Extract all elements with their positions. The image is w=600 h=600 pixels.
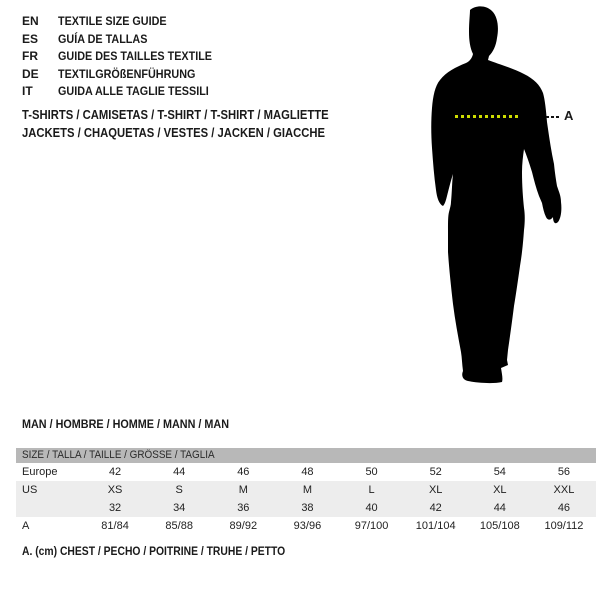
- measure-footnote: A. (cm) CHEST / PECHO / POITRINE / TRUHE / PETTO: [22, 546, 286, 558]
- category-tshirts: T-SHIRTS / CAMISETAS / T-SHIRT / T-SHIRT / MAGLIETTE: [22, 108, 329, 122]
- measurement-figure: [418, 4, 594, 396]
- language-code: IT: [22, 84, 33, 99]
- language-code: ES: [22, 31, 39, 46]
- table-cell: XL: [428, 484, 443, 496]
- table-cell: XS: [107, 484, 123, 496]
- language-list: [22, 13, 229, 101]
- table-cell: 44: [173, 466, 186, 478]
- table-cell: 101/104: [415, 520, 456, 532]
- table-cell: 52: [429, 466, 442, 478]
- category-jackets: JACKETS / CHAQUETAS / VESTES / JACKEN / GIACCHE: [22, 126, 325, 140]
- table-cell: 50: [365, 466, 378, 478]
- table-cell: 46: [237, 466, 250, 478]
- language-code: FR: [22, 49, 38, 64]
- language-row-es: [22, 31, 229, 49]
- chest-measure-dotted-line: [455, 115, 518, 118]
- table-cell: 38: [301, 502, 314, 514]
- language-label: GUIDE DES TAILLES TEXTILE: [58, 49, 213, 64]
- row-label: Europe: [22, 466, 58, 478]
- table-cell: 40: [365, 502, 378, 514]
- table-cell: L: [368, 484, 375, 496]
- language-row-it: [22, 83, 229, 101]
- language-label: GUÍA DE TALLAS: [58, 31, 148, 46]
- table-cell: 105/108: [479, 520, 520, 532]
- table-cell: XL: [493, 484, 507, 496]
- row-label: A: [22, 520, 30, 532]
- language-row-de: [22, 66, 229, 84]
- table-cell: M: [238, 484, 248, 496]
- table-row-europe: [16, 463, 596, 481]
- measure-label-a: A: [564, 108, 574, 123]
- language-row-en: [22, 13, 229, 31]
- language-label: TEXTILGRÖßENFÜHRUNG: [58, 66, 196, 81]
- garment-categories: [22, 106, 363, 142]
- table-cell: 93/96: [293, 520, 322, 532]
- language-label: GUIDA ALLE TAGLIE TESSILI: [58, 84, 209, 99]
- table-cell: 46: [557, 502, 571, 514]
- table-cell: 109/112: [544, 520, 584, 532]
- table-cell: 97/100: [354, 520, 389, 532]
- table-cell: 44: [493, 502, 506, 514]
- language-code: DE: [22, 66, 39, 81]
- table-cell: M: [302, 484, 313, 496]
- measure-callout-dash-line: [546, 116, 560, 118]
- table-cell: 56: [557, 466, 571, 478]
- table-row-us: [16, 481, 596, 499]
- table-cell: 81/84: [101, 520, 129, 532]
- language-code: EN: [22, 14, 39, 28]
- table-cell: 42: [108, 466, 122, 478]
- language-label: TEXTILE SIZE GUIDE: [58, 14, 167, 28]
- language-row-fr: [22, 48, 229, 66]
- man-silhouette: [418, 4, 568, 394]
- table-cell: 34: [173, 502, 186, 514]
- row-label: US: [22, 484, 38, 496]
- table-row-chest-a: [16, 517, 596, 535]
- table-cell: 36: [237, 502, 250, 514]
- table-cell: 85/88: [165, 520, 193, 532]
- table-row-numeric: [16, 499, 596, 517]
- table-cell: XXL: [553, 484, 575, 496]
- table-cell: 54: [493, 466, 506, 478]
- table-cell: 48: [301, 466, 314, 478]
- table-cell: 32: [108, 502, 122, 514]
- table-cell: S: [175, 484, 183, 496]
- size-table: [16, 448, 596, 535]
- gender-heading: MAN / HOMBRE / HOMME / MANN / MAN: [22, 417, 229, 431]
- table-cell: 42: [429, 502, 442, 514]
- size-table-header: SIZE / TALLA / TAILLE / GRÖSSE / TAGLIA: [16, 448, 596, 463]
- table-cell: 89/92: [229, 520, 258, 532]
